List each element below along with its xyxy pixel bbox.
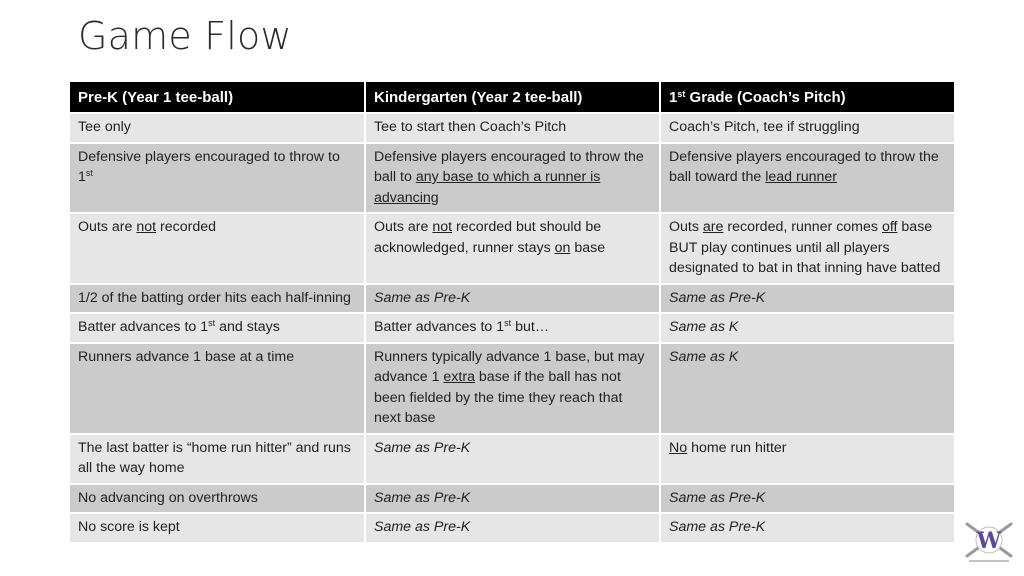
table-row — [70, 484, 954, 514]
cell-kindergarten: Defensive players encouraged to throw the ball to any base to which a runner is advancing — [365, 143, 660, 214]
table-row — [70, 113, 954, 143]
cell-first-grade: Defensive players encouraged to throw the ball toward the lead runner — [660, 143, 954, 214]
cell-pre-k: No advancing on overthrows — [70, 484, 365, 514]
header-row — [70, 82, 954, 113]
cell-first-grade: Same as K — [660, 343, 954, 434]
cell-first-grade: Outs are recorded, runner comes off base BUT play continues until all players designated to bat in that inning have batted — [660, 213, 954, 284]
table-row — [70, 313, 954, 343]
page-title: Game Flow — [78, 14, 292, 58]
header-pre-k: Pre-K (Year 1 tee-ball) — [70, 82, 365, 113]
cell-pre-k: Batter advances to 1st and stays — [70, 313, 365, 343]
cell-kindergarten: Same as Pre-K — [365, 484, 660, 514]
cell-kindergarten: Tee to start then Coach’s Pitch — [365, 113, 660, 143]
cell-kindergarten: Runners typically advance 1 base, but may advance 1 extra base if the ball has not been fielded by the time they reach that next base — [365, 343, 660, 434]
cell-first-grade: Same as Pre-K — [660, 513, 954, 543]
cell-first-grade: No home run hitter — [660, 434, 954, 484]
svg-text:W: W — [976, 528, 1002, 554]
cell-pre-k: Defensive players encouraged to throw to 1st — [70, 143, 365, 214]
cell-pre-k: No score is kept — [70, 513, 365, 543]
cell-kindergarten: Outs are not recorded but should be acknowledged, runner stays on base — [365, 213, 660, 284]
cell-kindergarten: Same as Pre-K — [365, 284, 660, 314]
cell-pre-k: The last batter is “home run hitter” and runs all the way home — [70, 434, 365, 484]
cell-pre-k: Runners advance 1 base at a time — [70, 343, 365, 434]
cell-first-grade: Same as K — [660, 313, 954, 343]
table-row — [70, 213, 954, 284]
table-row — [70, 143, 954, 214]
header-kindergarten: Kindergarten (Year 2 tee-ball) — [365, 82, 660, 113]
cell-pre-k: Tee only — [70, 113, 365, 143]
cell-first-grade: Same as Pre-K — [660, 484, 954, 514]
header-first-grade: 1st Grade (Coach’s Pitch) — [660, 82, 954, 113]
table-row — [70, 343, 954, 434]
cell-first-grade: Coach’s Pitch, tee if struggling — [660, 113, 954, 143]
cell-kindergarten: Same as Pre-K — [365, 513, 660, 543]
cell-kindergarten: Same as Pre-K — [365, 434, 660, 484]
table-row — [70, 434, 954, 484]
cell-kindergarten: Batter advances to 1st but… — [365, 313, 660, 343]
crossed-bats-w-logo-icon — [961, 520, 1017, 566]
cell-pre-k: 1/2 of the batting order hits each half-inning — [70, 284, 365, 314]
table-row — [70, 284, 954, 314]
table-row — [70, 513, 954, 543]
game-flow-table — [70, 82, 954, 544]
cell-pre-k: Outs are not recorded — [70, 213, 365, 284]
cell-first-grade: Same as Pre-K — [660, 284, 954, 314]
